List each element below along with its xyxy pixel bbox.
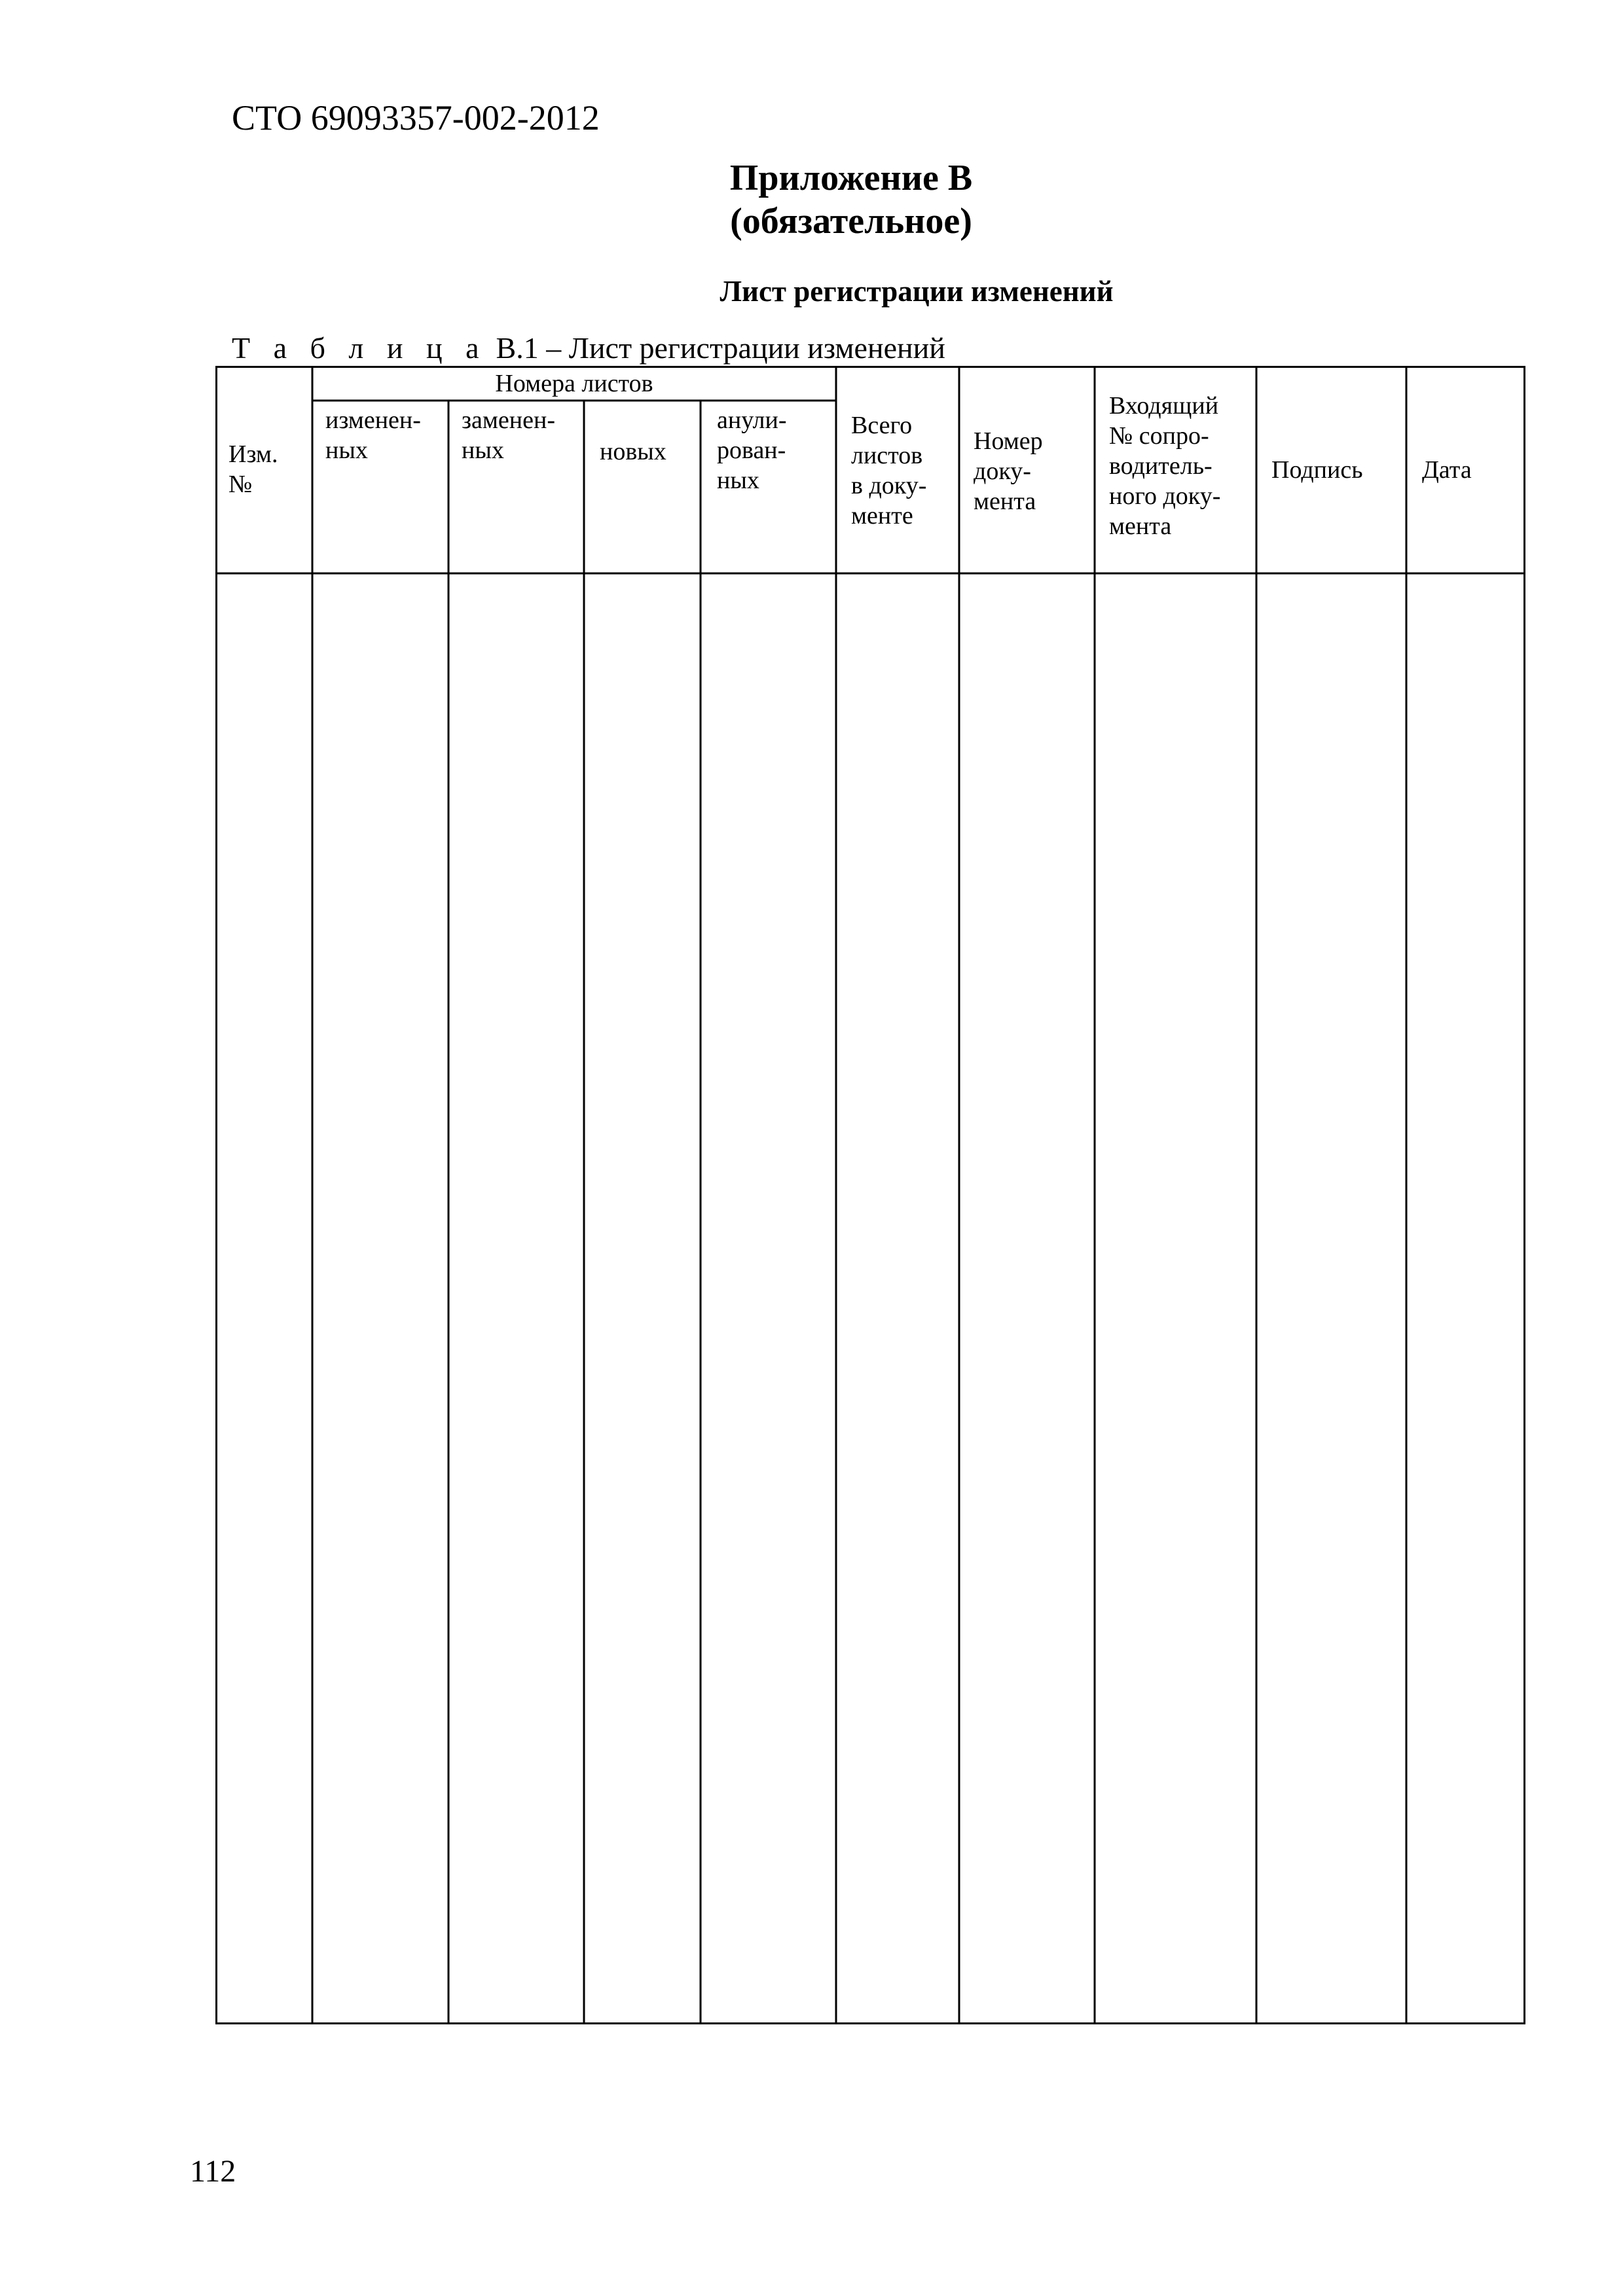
header-changed-line: изменен- bbox=[325, 406, 421, 434]
appendix-subtitle: (обязательное) bbox=[730, 201, 972, 242]
header-change-no-line: Изм. bbox=[228, 440, 278, 468]
header-cancelled-line: ных bbox=[717, 467, 759, 494]
header-date bbox=[1422, 455, 1472, 485]
header-new bbox=[600, 437, 666, 467]
header-cancelled-line: рован- bbox=[717, 437, 786, 464]
header-doc-number-line: Номер bbox=[974, 427, 1043, 455]
header-incoming-no-line: ного доку- bbox=[1109, 482, 1221, 510]
header-incoming-no-line: № сопро- bbox=[1109, 422, 1209, 450]
header-total-sheets-line: менте bbox=[851, 502, 913, 529]
header-date-line: Дата bbox=[1422, 456, 1472, 484]
appendix-title: Приложение В bbox=[729, 158, 973, 198]
table-caption-prefix: Т а б л и ц а bbox=[232, 331, 487, 365]
header-change-no bbox=[228, 439, 278, 499]
header-cancelled bbox=[717, 405, 787, 495]
header-replaced-line: ных bbox=[462, 437, 504, 464]
header-signature-line: Подпись bbox=[1271, 456, 1363, 484]
header-incoming-no-line: Входящий bbox=[1109, 392, 1219, 420]
header-replaced-line: заменен- bbox=[462, 406, 555, 434]
header-doc-number-line: доку- bbox=[974, 457, 1031, 485]
header-changed bbox=[325, 405, 421, 465]
table-caption-text: В.1 – Лист регистрации изменений bbox=[496, 331, 945, 365]
header-incoming-no-line: мента bbox=[1109, 512, 1172, 540]
header-total-sheets-line: листов bbox=[851, 442, 923, 469]
header-signature bbox=[1271, 455, 1363, 485]
table-caption bbox=[232, 331, 945, 366]
header-new-line: новых bbox=[600, 438, 666, 465]
header-total-sheets-line: в доку- bbox=[851, 472, 927, 499]
header-total-sheets-line: Всего bbox=[851, 412, 913, 439]
document-code: СТО 69093357-002-2012 bbox=[232, 98, 600, 137]
header-cancelled-line: анули- bbox=[717, 406, 787, 434]
change-registration-table bbox=[215, 366, 1525, 2024]
page-number: 112 bbox=[190, 2154, 236, 2189]
header-doc-number-line: мента bbox=[974, 488, 1036, 515]
sheet-title: Лист регистрации изменений bbox=[720, 275, 1114, 308]
header-changed-line: ных bbox=[325, 437, 368, 464]
table-grid bbox=[215, 366, 1525, 2024]
header-incoming-no-line: водитель- bbox=[1109, 452, 1213, 480]
header-doc-number bbox=[974, 426, 1043, 516]
header-replaced bbox=[462, 405, 555, 465]
header-sheet-numbers: Номера листов bbox=[495, 370, 653, 397]
header-change-no-line: № bbox=[228, 471, 253, 498]
header-incoming-no bbox=[1109, 391, 1220, 541]
header-total-sheets bbox=[851, 410, 926, 531]
